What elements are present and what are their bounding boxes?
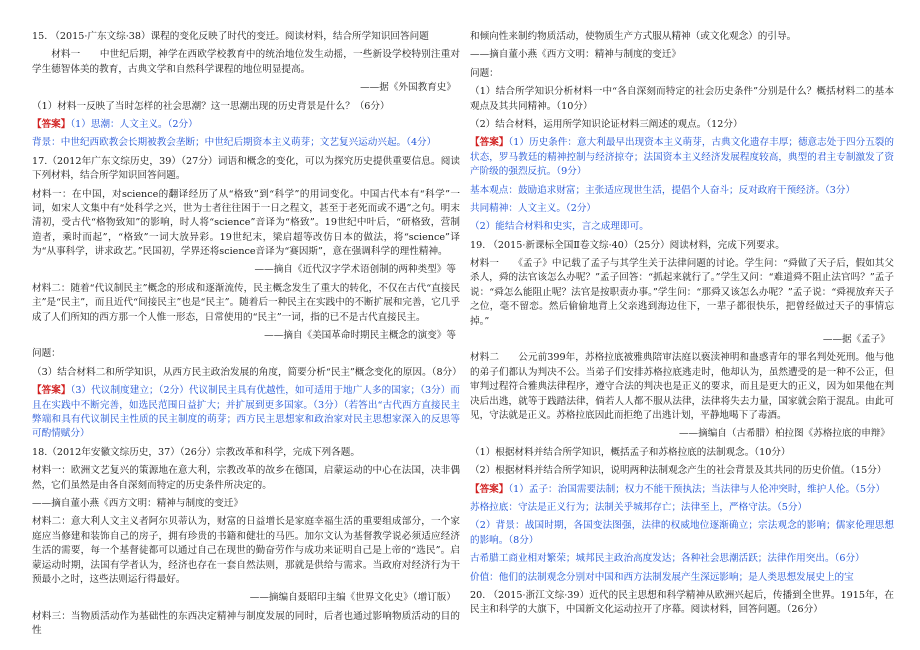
q15-question: （1）材料一反映了当时怎样的社会思潮？这一思潮出现的历史背景是什么？（6分） [32,100,390,112]
r-answer2: （2）能结合材料和史实，言之成理即可。 [470,221,649,233]
q18-material3: 材料三：当物质活动作为基础性的东西决定精神与制度发展的同时，后者也通过影响物质活动的目的性 [32,610,460,637]
right-column [470,30,894,622]
q19-answer1-text: （1）孟子：治国需要法制；权力不能干预执法；当法律与人伦冲突时，维护人伦。（5分） [508,483,886,495]
q15-heading: 15. （2015·广东文综·38）课程的变化反映了时代的变迁。阅读材料，结合所学知识回答问题 [32,31,429,42]
q18-material1: 材料一：欧洲文艺复兴的策源地在意大利，宗教改革的故乡在德国，启蒙运动的中心在法国，决非偶然，它们虽然是由各自深刻而特定的历史条件所决定的。 [32,465,460,491]
r-wenti: 问题： [470,67,499,79]
q17-source1: ——摘自《近代汉字学术语创制的两种类型》等 [254,264,456,276]
q17-material1: 材料一：在中国，对science的翻译经历了从“格致”到“科学”的用词变化。中国古代本有“科学”一词，如宋人文集中有“处科学之兴，世为士者往往困于一日之程文，甚至于老死而或不遇”之句。明末清初，受古代“格物致知”的影响，时人将“science”音译为“格致”。19世纪中叶后，“研格致，营制造者，乘时而起”，“格致”一词大放异彩。19世纪末，梁启超等改仿日本的做法，将“science”译为“从事科学，讲求政艺。”民国初，学界还将science音译为“赛因斯”，意在强调科学的理性精神。 [32,188,460,258]
q20-heading: 20. （2015·浙江文综·39）近代的民主思想和科学精神从欧洲兴起后，传播到全世界。1915年，在民主和科学的大旗下，中国新文化运动拉开了序幕。阅读材料，回答问题。（26分） [470,589,894,616]
q15-answer-b: 背景：中世纪西欧教会长期被教会垄断；中世纪后期资本主义萌芽；文艺复兴运动兴起。（4分） [32,137,437,149]
r-answer1 [470,136,894,179]
answer-label: 【答案】 [470,137,509,149]
r-question2: （2）结合材料，运用所学知识论证材料三阐述的观点。（12分） [470,118,743,130]
q19-material1: 材料一 《孟子》中记载了孟子与其学生关于法律问题的讨论。学生问：“舜做了天子后，假如其父杀人，舜的法官该怎么办呢？”孟子回答：“抓起来就行了。”学生又问：“难道舜不阻止法官吗？”孟子说：“舜怎么能阻止呢？法官是按职责办事。”学生问：“那舜又该怎么办呢？”孟子说：“舜视放弃天子之位，毫不留恋。然后偷偷地背上父亲逃到海边住下，一辈子都很快乐，把曾经做过天子的事情忘掉。” [470,258,894,327]
q17-heading: 17.（2012年广东文综历史，39）（27分）词语和概念的变化，可以为探究历史提供重要信息。阅读下列材料，结合所学知识回答问题。 [32,155,460,182]
r-answer1-text: （1）历史条件：意大利最早出现资本主义萌芽，古典文化遗存丰厚；德意志处于四分五裂的状态，罗马教廷的精神控制与经济掠夺；法国资本主义经济发展程度较高，典型的君主专制激发了资产阶级的强烈反抗。（9分） [470,137,895,178]
answer-label: 【答案】 [32,385,71,397]
q19-answer1b: 苏格拉底：守法是正义行为；法制关乎城邦存亡；法律至上，严格守法。（5分） [470,501,808,513]
left-column [32,30,460,642]
q18-material2: 材料二：意大利人文主义者阿尔贝蒂认为，财富的日益增长是家庭幸福生活的重要组成部分，一个家庭应当修建和装饰自己的房子，拥有珍贵的书籍和健壮的马匹。加尔文认为基督教学说必须适应经济生活的需要，每一个基督徒都可以通过自己在现世的勤奋劳作与成功来证明自己是上帝的“选民”。启蒙运动时期，法国有学者认为，经济也存在一套自然法则，那就是供给与需求。当政府对经济行为干预最小之时，这些法则运行得最好。 [32,516,460,585]
r-answer1c: 共同精神：人文主义。（2分） [470,202,597,214]
q19-answer2: （2）背景：战国时期，各国变法图强，法律的权威地位逐渐确立；宗法观念的影响；儒家伦理思想的影响。（8分） [470,520,894,546]
q19-source2: ——摘编自（古希腊）柏拉图《苏格拉底的申辩》 [678,428,890,440]
q19-heading: 19. （2015·新课标全国Ⅱ卷文综·40）（25分）阅读材料，完成下列要求。 [470,239,785,251]
q19-question1: （1）根据材料并结合所学知识，概括孟子和苏格拉底的法制观念。（10分） [470,446,791,458]
q17-answer [32,384,460,442]
q15-answer [32,118,460,132]
answer-label: 【答案】 [32,118,71,130]
q19-source1: ——据《孟子》 [822,334,890,346]
r-source1: ——摘自董小燕《西方文明：精神与制度的变迁》 [470,49,682,61]
q18-source2: ——摘编自聂昭印主编《世界文化史》（增订版） [249,592,456,604]
q17-wenti: 问题： [32,348,61,360]
q18-source1: ——摘自董小燕《西方文明：精神与制度的变迁》 [32,497,244,509]
q17-source2: ——摘自《美国革命时期民主概念的演变》等 [264,330,456,342]
r-continuation: 和倾向性来制约物质活动，使物质生产方式服从精神（或文化观念）的引导。 [470,31,797,42]
r-answer1b: 基本观点：鼓励追求财富；主张适应现世生活，提倡个人奋斗；反对政府干预经济。（3分） [470,184,856,196]
q15-material: 材料一 中世纪后期，神学在西欧学校教育中的统治地位发生动摇，一些新设学校特别注重对学生德智体美的教育，古典文学和自然科学课程的地位明显提高。 [32,49,460,75]
q19-answer2b: 古希腊工商业相对繁荣；城邦民主政治高度发达；各种社会思潮活跃；法律作用突出。（6分） [470,553,865,565]
q17-material2: 材料二：随着“代议制民主”概念的形成和逐渐流传，民主概念发生了重大的转化，不仅在古代“直接民主”是“民主”，而且近代“间接民主”也是“民主”。随着后一种民主在实践中的不断扩展和完善，它几乎成了人们所知的西方那一个人惟一形态，日常使用的“民主”一词，指的已不是古代直接民主。 [32,282,460,323]
q15-source: ——据《外国教育史》 [360,82,456,94]
q18-heading: 18.（2012年安徽文综历史，37）（26分）宗教改革和科学，完成下列各题。 [32,446,360,458]
q17-question3: （3）结合材料二和所学知识，从西方民主政治发展的角度，简要分析“民主”概念变化的原因。（8分） [32,366,462,378]
q19-material2: 材料二 公元前399年，苏格拉底被雅典陪审法庭以亵渎神明和蛊惑青年的罪名判处死刑。他与他的弟子们都认为判决不公。当弟子们安排苏格拉底逃走时，他却认为，虽然遭受的是一种不公正，但审判过程符合雅典法律程序，遵守合法的判决也是正义的要求，而且是更大的正义，因为如果他在判决后出逃，就等于践踏法律，倘若人人都不服从法律，法律将失去力量，国家就会陷于混乱。由此可见，守法就是正义。苏格拉底因此而拒绝了出逃计划，平静地喝下了毒酒。 [470,352,894,421]
q19-answer2c: 价值：他们的法制观念分别对中国和西方法制发展产生深远影响；是人类思想发展史上的宝 [470,571,854,583]
q15-answer-a: （1）思潮：人文主义。（2分） [70,118,198,130]
q19-question2: （2）根据材料并结合所学知识，说明两种法制观念产生的社会背景及其共同的历史价值。（15分） [470,465,887,477]
q17-answer-text: （3）代议制度建立；（2分）代议制民主具有优越性，如可适用于地广人多的国家；（3分）而且在实践中不断完善，如选民范围日益扩大；并扩展到更多国家。（3分）（若答出“古代西方直接民主弊端和具有代议制民主性质的民主制度的萌芽；西方民主思想家和政治家对民主思想家深入的反思等可酌情赋分） [32,385,460,440]
q19-answer1 [470,483,894,497]
r-question1: （1）结合所学知识分析材料一中“各自深刻而特定的社会历史条件”分别是什么？概括材料二的基本观点及其共同精神。（10分） [470,86,894,112]
answer-label: 【答案】 [470,483,509,495]
